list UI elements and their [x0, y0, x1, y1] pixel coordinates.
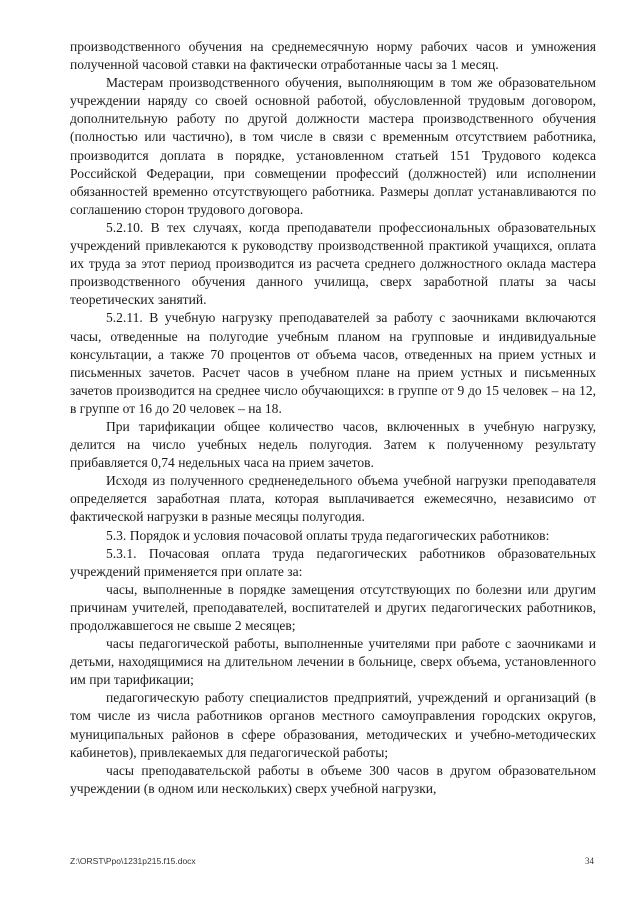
page-number: 34	[585, 856, 594, 866]
paragraph-12: часы преподавательской работы в объеме 300 часов в другом образовательном учреждении (в одном или нескольких) сверх учебной нагрузки,	[70, 762, 596, 796]
paragraph-4: 5.2.11. В учебную нагрузку преподавателей за работу с заочниками включаются часы, отведенные на полугодие учебным планом на групповые и индивидуальные консультации, а также 70 процентов от объема часов, отведенных на прием устных и письменных зачетов. Расчет часов в учебном плане на прием устных и письменных зачетов производится на среднее число обучающихся: в группе от 9 до 15 человек – на 12, в группе от 16 до 20 человек – на 18.	[70, 310, 596, 416]
paragraph-6: Исходя из полученного средненедельного объема учебной нагрузки преподавателя определяется заработная плата, которая выплачивается ежемесячно, независимо от фактической нагрузки в разные месяцы полугодия.	[70, 473, 596, 525]
footer-file-path: Z:\ORST\Ppo\1231p215.f15.docx	[70, 856, 196, 866]
paragraph-5: При тарификации общее количество часов, включенных в учебную нагрузку, делится на число учебных недель полугодия. Затем к полученному результату прибавляется 0,74 недельных часа на прием зачетов.	[70, 418, 596, 471]
document-body	[70, 38, 596, 798]
paragraph-2: Мастерам производственного обучения, выполняющим в том же образовательном учреждении наряду со своей основной работой, обусловленной трудовым договором, дополнительную работу по другой должности мастера производственного обучения (полностью или частично), в том числе в связи с временным отсутствием работника, производится доплата в порядке, установленном статьей 151 Трудового кодекса Российской Федерации, при совмещении профессий (должностей) или исполнении обязанностей временно отсутствующего работника. Размеры доплат устанавливаются по соглашению сторон трудового договора.	[70, 75, 596, 217]
paragraph-11: педагогическую работу специалистов предприятий, учреждений и организаций (в том числе из числа работников органов местного самоуправления городских округов, муниципальных районов в сфере образования, методических и учебно-методических кабинетов), привлекаемых для педагогической работы;	[70, 690, 596, 760]
paragraph-9: часы, выполненные в порядке замещения отсутствующих по болезни или другим причинам учителей, преподавателей, воспитателей и других педагогических работников, продолжавшегося не свыше 2 месяцев;	[70, 581, 596, 633]
paragraph-10: часы педагогической работы, выполненные учителями при работе с заочниками и детьми, находящимися на длительном лечении в больнице, сверх объема, установленного им при тарификации;	[70, 636, 596, 688]
paragraph-3: 5.2.10. В тех случаях, когда преподаватели профессиональных образовательных учреждений привлекаются к руководству производственной практикой учащихся, оплата их труда за этот период производится из расчета среднего должностного оклада мастера производственного обучения данного училища, сверх заработной платы за часы теоретических занятий.	[70, 219, 596, 308]
paragraph-1: производственного обучения на среднемесячную норму рабочих часов и умножения полученной часовой ставки на фактически отработанные часы за 1 месяц.	[70, 39, 596, 73]
paragraph-8: 5.3.1. Почасовая оплата труда педагогических работников образовательных учреждений применяется при оплате за:	[70, 545, 596, 579]
paragraph-7: 5.3. Порядок и условия почасовой оплаты труда педагогических работников:	[106, 527, 550, 543]
